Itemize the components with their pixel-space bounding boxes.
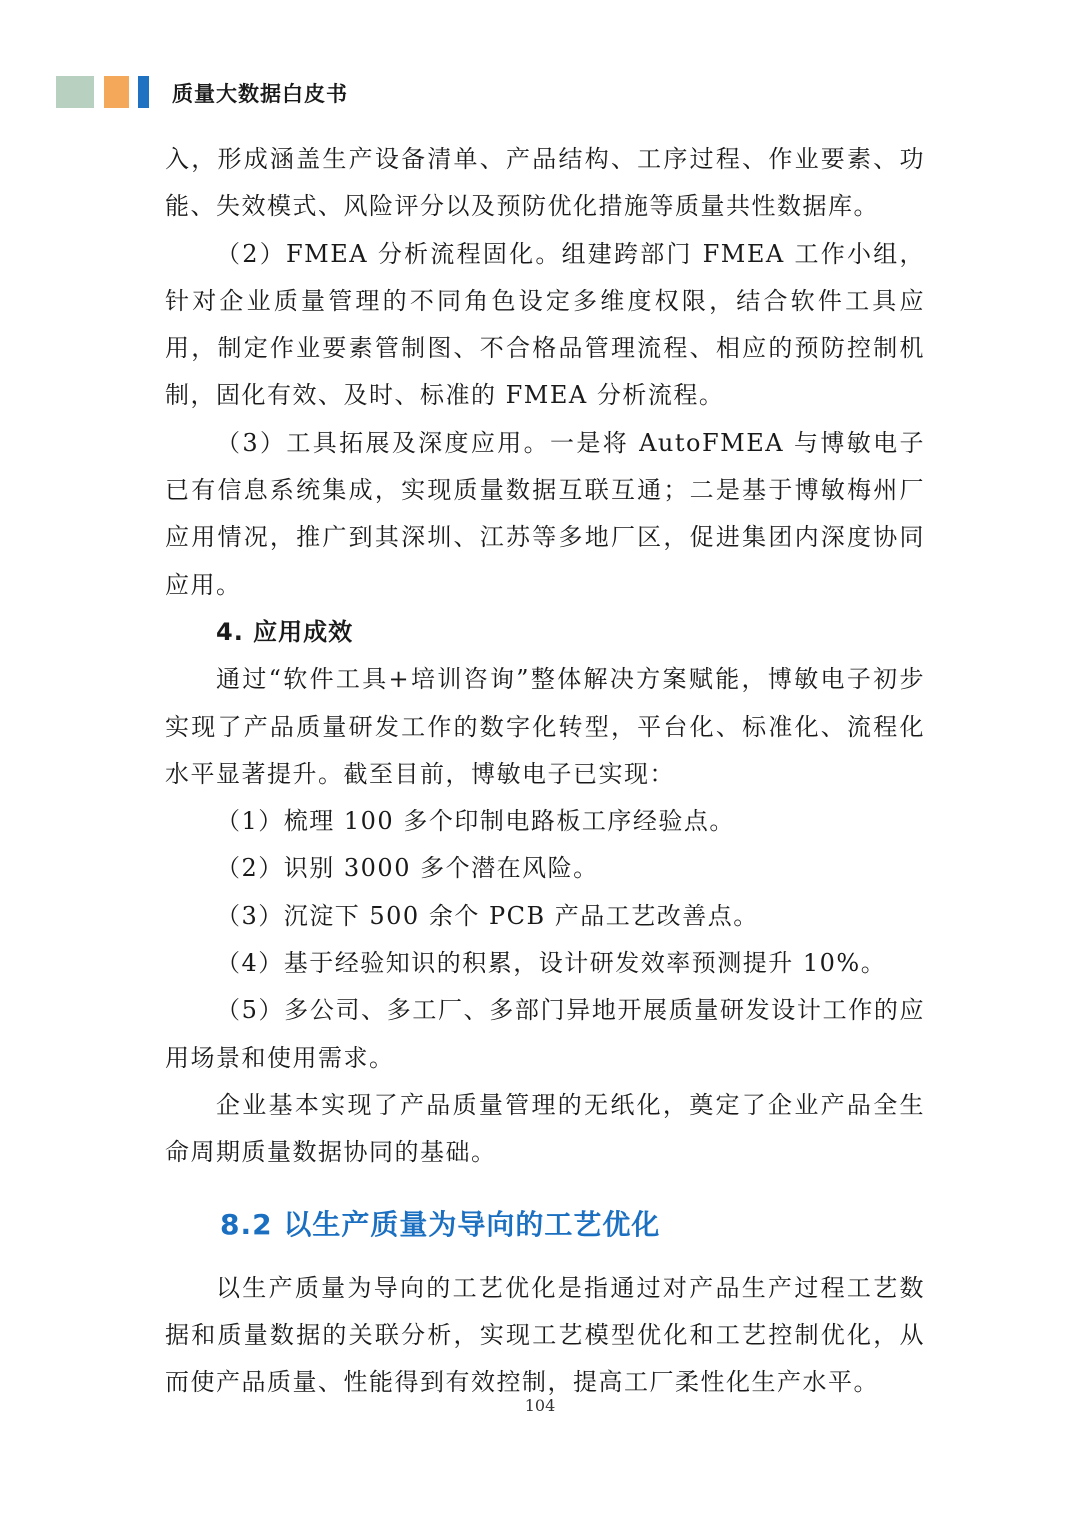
- header-decor-orange-block: [104, 76, 129, 108]
- subheading-application-results: 4. 应用成效: [216, 617, 354, 646]
- page-number: 104: [524, 1396, 556, 1415]
- result-item: （4）基于经验知识的积累，设计研发效率预测提升 10%。: [216, 949, 887, 978]
- section-body: 以生产质量为导向的工艺优化是指通过对产品生产过程工艺数据和质量数据的关联分析，实现工艺模型优化和工艺控制优化，从而使产品质量、性能得到有效控制，提高工厂柔性化生产水平。: [165, 1273, 925, 1397]
- paragraph-results-intro: 通过“软件工具+培训咨询”整体解决方案赋能，博敏电子初步实现了产品质量研发工作的数字化转型，平台化、标准化、流程化水平显著提升。截至目前，博敏电子已实现：: [165, 665, 925, 788]
- result-item: （3）沉淀下 500 余个 PCB 产品工艺改善点。: [216, 901, 759, 930]
- header-decor-blue-block: [138, 76, 149, 108]
- section-title: 8.2 以生产质量为导向的工艺优化: [220, 1207, 661, 1241]
- header-decor-green-block: [56, 76, 94, 108]
- header-title: 质量大数据白皮书: [172, 82, 348, 106]
- paragraph-fmea-process: （2）FMEA 分析流程固化。组建跨部门 FMEA 工作小组，针对企业质量管理的不同角色设定多维度权限，结合软件工具应用，制定作业要素管制图、不合格品管理流程、相应的预防控制机制，固化有效、及时、标准的 FMEA 分析流程。: [165, 239, 925, 410]
- page-body: [165, 136, 925, 1406]
- page-header: [0, 76, 1080, 110]
- result-item: （1）梳理 100 多个印制电路板工序经验点。: [216, 807, 735, 836]
- result-item: （2）识别 3000 多个潜在风险。: [216, 854, 599, 883]
- paragraph-tool-extension: （3）工具拓展及深度应用。一是将 AutoFMEA 与博敏电子已有信息系统集成，实现质量数据互联互通；二是基于博敏梅州厂应用情况，推广到其深圳、江苏等多地厂区，促进集团内深度协同应用。: [165, 428, 925, 599]
- paragraph-continued: 入，形成涵盖生产设备清单、产品结构、工序过程、作业要素、功能、失效模式、风险评分以及预防优化措施等质量共性数据库。: [165, 145, 925, 221]
- result-item: （5）多公司、多工厂、多部门异地开展质量研发设计工作的应用场景和使用需求。: [165, 996, 925, 1072]
- paragraph-summary: 企业基本实现了产品质量管理的无纸化，奠定了企业产品全生命周期质量数据协同的基础。: [165, 1090, 925, 1167]
